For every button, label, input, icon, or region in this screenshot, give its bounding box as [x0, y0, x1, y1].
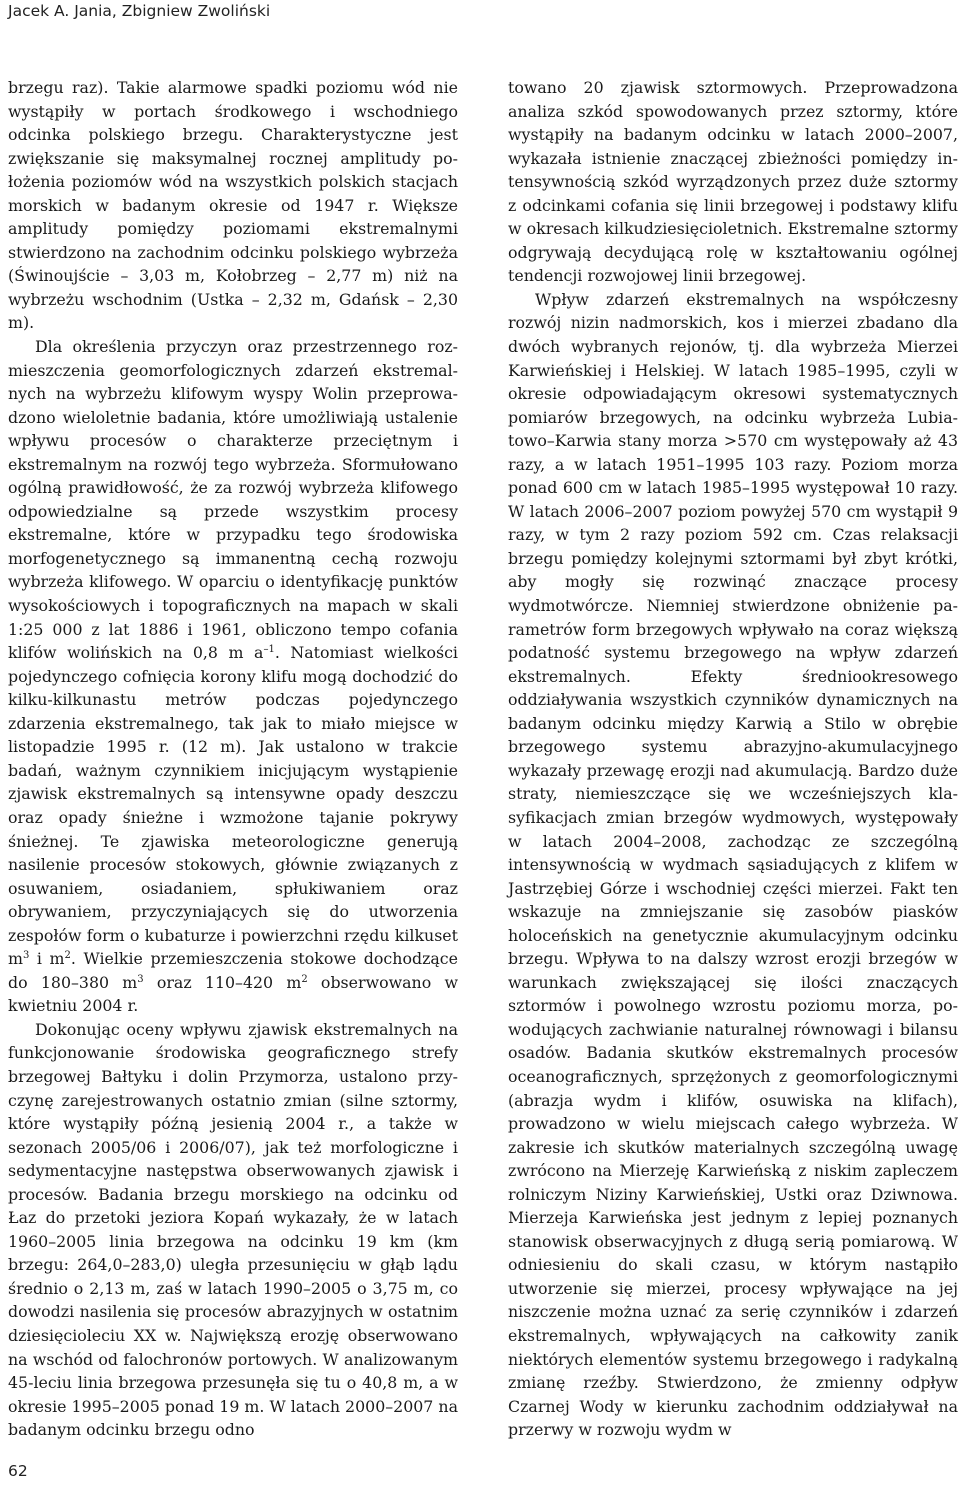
- left-paragraph-1: brzegu raz). Takie alarmowe spadki poziomu wód nie wystąpiły w portach środkowego i wschodniego odcinka polskiego brzegu. Charakterystyczne jest zwiększanie się maksymalnej rocznej amplitudy położenia poziomów wód na wszystkich polskich stacjach morskich w badanym okresie od 1947 r. Większe amplitudy pomiędzy poziomami ekstremalnymi stwierdzono na zachodnim odcinku polskiego wybrzeża (Świnoujście – 3,03 m, Kołobrzeg – 2,77 m) niż na wybrzeżu wschodnim (Ustka – 2,32 m, Gdańsk – 2,30 m).: [8, 78, 458, 333]
- text-run: Dla określenia przyczyn oraz przestrzennego rozmieszczenia geomorfologicznych zdarzeń ekstremalnych na wybrzeżu klifowym wyspy Wolin przeprowadzono wieloletnie badania, które umożliwiają ustalenie wpływu procesów o charakterze przeciętnym i ekstremalnym na rozwój tego wybrzeża. Sformułowano ogólną prawidłowość, że za rozwój wybrzeża klifowego odpowiedzialne są przede wszystkim procesy ekstremalne, które w przypadku tego środowiska morfogenetycznego są immanentną cechą rozwoju wybrzeża klifowego. W oparciu o identyfikację punktów wysokościowych i topograficznych na mapach w skali 1:25 000 z lat 1886 i 1961, obliczono tempo cofania klifów wolińskich na 0,8 m a: [8, 337, 458, 663]
- right-paragraph-2: Wpływ zdarzeń ekstremalnych na współczesny rozwój nizin nadmorskich, kos i mierzei zbadano dla dwóch wybranych rejonów, tj. dla wybrzeża Mierzei Karwieńskiej i Helskiej. W latach 1985–1995, czyli w okresie odpowiadającym okresowi systematycznych pomiarów brzegowych, na odcinku wybrzeża Lubiatowo–Karwia stany morza >570 cm występowały aż 43 razy, a w latach 1951–1995 103 razy. Poziom morza ponad 600 cm w latach 1985–1995 występował 10 razy. W latach 2006–2007 poziom powyżej 570 cm wystąpił 9 razy, w tym 2 razy poziom 592 cm. Czas relaksacji brzegu pomiędzy kolejnymi sztormami był zbyt krótki, aby mogły się rozwinąć znaczące procesy wydmotwórcze. Niemniej stwierdzone obniżenie parametrów form brzegowych wpływało na coraz większą podatność systemu brzegowego na wpływ zdarzeń ekstremalnych. Efekty średniookresowego oddziaływania wszystkich czynników dynamicznych na badanym odcinku między Karwią a Stilo w obrębie brzegowego systemu abrazyjno-akumulacyjnego wykazały przewagę erozji nad akumulacją. Bardzo duże straty, niemieszczące się we wcześniejszych klasyfikacjach zmian brzegów wydmowych, występowały w latach 2004–2008, zachodząc ze szczególną intensywnością w wydmach sąsiadujących z klifem w Jastrzębiej Górze i wschodniej części mierzei. Fakt ten wskazuje na zmniejszanie się zasobów piasków holoceńskich na genetycznie akumulacyjnym odcinku brzegu. Wpływa to na dalszy wzrost erozji brzegów w warunkach zwiększającej się ilości znaczących sztormów i powolnego wzrostu poziomu morza, powodujących zachwianie naturalnej równowagi i bilansu osadów. Badania skutków ekstremalnych procesów oceanograficznych, sprzężonych z geomorfologicznymi (abrazja wydm i klifów, osuwiska na klifach), prowadzono w wielu miejscach całego wybrzeża. W zakresie ich skutków materialnych szczególną uwagę zwrócono na Mierzeję Karwieńską z niskim zapleczem rolniczym Niziny Karwieńskiej, Ustki oraz Dziwnowa. Mierzeja Karwieńska jest jednym z lepiej poznanych stanowisk obserwacyjnych z długą serią pomiarową. W odniesieniu do skali czasu, w którym nastąpiło utworzenie się mierzei, procesy wpływające na jej niszczenie można uznać za serię czynników i zdarzeń ekstremalnych, wpływających na całkowity zanik niektórych elementów systemu brzegowego i radykalną zmianę rzeźby. Stwierdzono, że zmienny odpływ Czarnej Wody w kierunku zachodnim oddziaływał na przerwy w rozwoju wydm w: [508, 289, 958, 1440]
- text-run: . Wielkie przemieszczenia stokowe dochodzące do 180–380 m: [8, 949, 459, 992]
- superscript: 2: [301, 973, 308, 985]
- superscript: 3: [22, 950, 30, 962]
- right-paragraph-1: towano 20 zjawisk sztormowych. Przeprowadzona analiza szkód spowodowanych przez sztormy, które wystąpiły na badanym odcinku w latach 2000–2007, wykazała istnienie znaczącej zbieżności pomiędzy intensywnością szkód wyrządzonych przez duże sztormy z odcinkami cofania się linii brzegowej i podstawy klifu w okresach kilkudziesięcioletnich. Ekstremalne sztormy odgrywają decydującą rolę w kształtowaniu ogólnej tendencji rozwojowej linii brzegowej.: [508, 78, 958, 286]
- superscript: 3: [137, 973, 144, 985]
- left-paragraph-2: [8, 335, 458, 1018]
- superscript: –1: [263, 644, 275, 656]
- running-head: Jacek A. Jania, Zbigniew Zwoliński: [8, 2, 271, 20]
- left-column: [8, 76, 458, 1442]
- text-run: oraz 110–420 m: [143, 972, 302, 992]
- text-run: obserwowano w kwietniu 2004 r.: [8, 972, 458, 1016]
- text-run: i m: [29, 949, 65, 969]
- superscript: 2: [64, 950, 71, 962]
- left-paragraph-3: Dokonując oceny wpływu zjawisk ekstremalnych na funkcjonowanie środowiska geograficznego strefy brzegowej Bałtyku i dolin Przymorza, ustalono przyczynę zarejestrowanych ostatnio zmian (silne sztormy, które wystąpiły późną jesienią 2004 r., a także w sezonach 2005/06 i 2006/07), jak też morfologiczne i sedymentacyjne następstwa obserwowanych zjawisk i procesów. Badania brzegu morskiego na odcinku od Łaz do przetoki jeziora Kopań wykazały, że w latach 1960–2005 linia brzegowa na odcinku 19 km (km brzegu: 264,0–283,0) uległa przesunięciu w głąb lądu średnio o 2,13 m, zaś w latach 1990–2005 o 3,75 m, co dowodzi nasilenia się procesów abrazyjnych w ostatnim dziesięcioleciu XX w. Największą erozję obserwowano na wschód od falochronów portowych. W analizowanym 45-leciu linia brzegowa przesunęła się tu o 40,8 m, a w okresie 1995–2005 ponad 19 m. W latach 2000–2007 na badanym odcinku brzegu odno: [8, 1019, 458, 1440]
- page-number: 62: [8, 1462, 28, 1480]
- right-column: [508, 76, 958, 1442]
- text-run: . Natomiast wielkości pojedynczego cofnięcia korony klifu mogą dochodzić do kilku-kilkunastu metrów podczas pojedynczego zdarzenia ekstremalnego, tak jak to miało miejsce w listopadzie 1995 r. (12 m). Jak ustalono w trakcie badań, ważnym czynnikiem inicjującym wystąpienie zjawisk ekstremalnych są intensywne opady deszczu oraz opady śnieżne i wzmożone tajanie pokrywy śnieżnej. Te zjawiska meteorologiczne generują nasilenie procesów stokowych, głównie związanych z osuwaniem, osiadaniem, spłukiwaniem oraz obrywaniem, przyczyniających się do utworzenia zespołów form o kubaturze i powierzchni rzędu kilkuset m: [8, 643, 458, 969]
